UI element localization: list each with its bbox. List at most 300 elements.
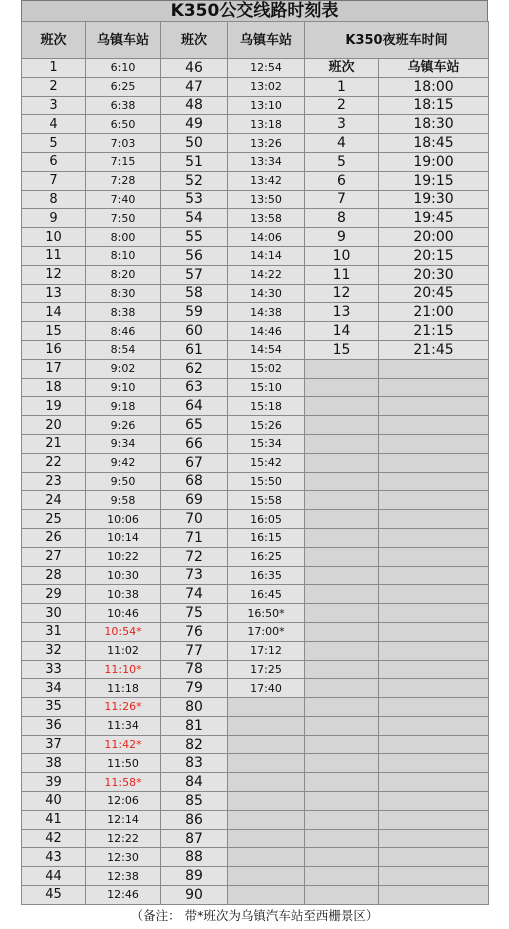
departure-time-cell xyxy=(228,810,305,829)
night-time-cell: 19:00 xyxy=(379,152,489,171)
table-row xyxy=(22,698,489,717)
night-time-cell: 18:00 xyxy=(379,77,489,96)
departure-time-cell: 11:50 xyxy=(86,754,161,773)
night-time-cell: 20:30 xyxy=(379,265,489,284)
trip-number-cell: 37 xyxy=(22,735,86,754)
trip-number-cell: 15 xyxy=(22,322,86,341)
departure-time-cell: 17:12 xyxy=(228,641,305,660)
departure-time-cell: 15:42 xyxy=(228,453,305,472)
trip-number-cell: 52 xyxy=(161,171,228,190)
trip-number-cell: 78 xyxy=(161,660,228,679)
table-row xyxy=(22,528,489,547)
empty-cell xyxy=(379,754,489,773)
table-row xyxy=(22,284,489,303)
trip-number-cell: 44 xyxy=(22,867,86,886)
departure-time-cell: 12:46 xyxy=(86,886,161,905)
departure-time-cell: 10:30 xyxy=(86,566,161,585)
empty-cell xyxy=(305,434,379,453)
departure-time-cell: 8:00 xyxy=(86,228,161,247)
empty-cell xyxy=(305,867,379,886)
empty-cell xyxy=(305,510,379,529)
night-time-cell: 21:45 xyxy=(379,340,489,359)
empty-cell xyxy=(305,604,379,623)
table-row xyxy=(22,829,489,848)
trip-number-cell: 19 xyxy=(22,397,86,416)
departure-time-cell: 6:10 xyxy=(86,59,161,78)
departure-time-cell xyxy=(228,829,305,848)
departure-time-cell: 9:10 xyxy=(86,378,161,397)
departure-time-cell: 15:50 xyxy=(228,472,305,491)
trip-number-cell: 24 xyxy=(22,491,86,510)
trip-number-cell: 79 xyxy=(161,679,228,698)
trip-number-cell: 30 xyxy=(22,604,86,623)
trip-number-cell: 20 xyxy=(22,416,86,435)
empty-cell xyxy=(379,735,489,754)
night-trip-number-cell: 15 xyxy=(305,340,379,359)
night-trip-number-cell: 13 xyxy=(305,303,379,322)
table-row xyxy=(22,246,489,265)
departure-time-cell: 17:25 xyxy=(228,660,305,679)
night-trip-number-cell: 9 xyxy=(305,228,379,247)
empty-cell xyxy=(305,679,379,698)
departure-time-cell: 16:35 xyxy=(228,566,305,585)
trip-number-cell: 66 xyxy=(161,434,228,453)
trip-number-cell: 21 xyxy=(22,434,86,453)
empty-cell xyxy=(379,773,489,792)
empty-cell xyxy=(305,698,379,717)
trip-number-cell: 77 xyxy=(161,641,228,660)
departure-time-cell: 10:14 xyxy=(86,528,161,547)
trip-number-cell: 9 xyxy=(22,209,86,228)
table-row xyxy=(22,848,489,867)
night-header-trip: 班次 xyxy=(305,59,379,78)
table-row xyxy=(22,679,489,698)
table-row xyxy=(22,453,489,472)
header-station-2: 乌镇车站 xyxy=(228,22,305,59)
departure-time-cell: 11:42* xyxy=(86,735,161,754)
table-row xyxy=(22,190,489,209)
departure-time-cell: 9:34 xyxy=(86,434,161,453)
departure-time-cell: 13:26 xyxy=(228,134,305,153)
empty-cell xyxy=(379,622,489,641)
table-row xyxy=(22,566,489,585)
night-trip-number-cell: 11 xyxy=(305,265,379,284)
trip-number-cell: 57 xyxy=(161,265,228,284)
table-row xyxy=(22,886,489,905)
empty-cell xyxy=(305,585,379,604)
empty-cell xyxy=(305,416,379,435)
empty-cell xyxy=(305,622,379,641)
table-row xyxy=(22,735,489,754)
departure-time-cell: 14:14 xyxy=(228,246,305,265)
table-row xyxy=(22,641,489,660)
night-trip-number-cell: 6 xyxy=(305,171,379,190)
trip-number-cell: 62 xyxy=(161,359,228,378)
departure-time-cell: 13:02 xyxy=(228,77,305,96)
departure-time-cell: 11:18 xyxy=(86,679,161,698)
empty-cell xyxy=(305,378,379,397)
trip-number-cell: 43 xyxy=(22,848,86,867)
trip-number-cell: 22 xyxy=(22,453,86,472)
trip-number-cell: 71 xyxy=(161,528,228,547)
trip-number-cell: 88 xyxy=(161,848,228,867)
night-time-cell: 20:00 xyxy=(379,228,489,247)
empty-cell xyxy=(305,547,379,566)
trip-number-cell: 36 xyxy=(22,716,86,735)
table-row xyxy=(22,604,489,623)
empty-cell xyxy=(379,416,489,435)
trip-number-cell: 48 xyxy=(161,96,228,115)
night-time-cell: 18:15 xyxy=(379,96,489,115)
departure-time-cell: 13:10 xyxy=(228,96,305,115)
night-trip-number-cell: 14 xyxy=(305,322,379,341)
departure-time-cell: 17:00* xyxy=(228,622,305,641)
departure-time-cell: 14:54 xyxy=(228,340,305,359)
departure-time-cell: 12:54 xyxy=(228,59,305,78)
empty-cell xyxy=(379,547,489,566)
empty-cell xyxy=(305,491,379,510)
table-row xyxy=(22,228,489,247)
empty-cell xyxy=(379,528,489,547)
empty-cell xyxy=(305,641,379,660)
night-time-cell: 21:00 xyxy=(379,303,489,322)
trip-number-cell: 82 xyxy=(161,735,228,754)
trip-number-cell: 23 xyxy=(22,472,86,491)
departure-time-cell xyxy=(228,773,305,792)
trip-number-cell: 4 xyxy=(22,115,86,134)
trip-number-cell: 54 xyxy=(161,209,228,228)
departure-time-cell: 13:18 xyxy=(228,115,305,134)
table-row xyxy=(22,716,489,735)
table-row xyxy=(22,171,489,190)
trip-number-cell: 86 xyxy=(161,810,228,829)
trip-number-cell: 31 xyxy=(22,622,86,641)
departure-time-cell: 8:20 xyxy=(86,265,161,284)
empty-cell xyxy=(379,453,489,472)
departure-time-cell xyxy=(228,886,305,905)
night-trip-number-cell: 10 xyxy=(305,246,379,265)
departure-time-cell: 13:42 xyxy=(228,171,305,190)
empty-cell xyxy=(379,886,489,905)
departure-time-cell: 10:06 xyxy=(86,510,161,529)
header-row xyxy=(22,22,489,59)
departure-time-cell: 13:34 xyxy=(228,152,305,171)
empty-cell xyxy=(379,585,489,604)
night-trip-number-cell: 7 xyxy=(305,190,379,209)
empty-cell xyxy=(379,810,489,829)
table-row xyxy=(22,96,489,115)
night-trip-number-cell: 12 xyxy=(305,284,379,303)
trip-number-cell: 14 xyxy=(22,303,86,322)
header-trip-2: 班次 xyxy=(161,22,228,59)
trip-number-cell: 85 xyxy=(161,792,228,811)
trip-number-cell: 13 xyxy=(22,284,86,303)
departure-time-cell: 8:54 xyxy=(86,340,161,359)
night-time-cell: 18:45 xyxy=(379,134,489,153)
night-time-cell: 21:15 xyxy=(379,322,489,341)
trip-number-cell: 27 xyxy=(22,547,86,566)
departure-time-cell: 6:38 xyxy=(86,96,161,115)
departure-time-cell: 9:58 xyxy=(86,491,161,510)
trip-number-cell: 50 xyxy=(161,134,228,153)
table-row xyxy=(22,59,489,78)
empty-cell xyxy=(305,829,379,848)
departure-time-cell: 16:15 xyxy=(228,528,305,547)
table-row xyxy=(22,773,489,792)
departure-time-cell xyxy=(228,698,305,717)
trip-number-cell: 5 xyxy=(22,134,86,153)
trip-number-cell: 76 xyxy=(161,622,228,641)
empty-cell xyxy=(379,848,489,867)
empty-cell xyxy=(379,566,489,585)
empty-cell xyxy=(379,359,489,378)
departure-time-cell xyxy=(228,716,305,735)
empty-cell xyxy=(379,792,489,811)
night-header-station: 乌镇车站 xyxy=(379,59,489,78)
table-row xyxy=(22,472,489,491)
table-row xyxy=(22,322,489,341)
departure-time-cell: 11:10* xyxy=(86,660,161,679)
departure-time-cell: 13:58 xyxy=(228,209,305,228)
departure-time-cell: 15:34 xyxy=(228,434,305,453)
empty-cell xyxy=(305,735,379,754)
table-row xyxy=(22,434,489,453)
table-row xyxy=(22,359,489,378)
departure-time-cell: 8:30 xyxy=(86,284,161,303)
empty-cell xyxy=(305,660,379,679)
table-row xyxy=(22,416,489,435)
departure-time-cell: 7:50 xyxy=(86,209,161,228)
trip-number-cell: 41 xyxy=(22,810,86,829)
trip-number-cell: 33 xyxy=(22,660,86,679)
trip-number-cell: 18 xyxy=(22,378,86,397)
trip-number-cell: 7 xyxy=(22,171,86,190)
departure-time-cell: 12:22 xyxy=(86,829,161,848)
departure-time-cell: 10:46 xyxy=(86,604,161,623)
trip-number-cell: 28 xyxy=(22,566,86,585)
timetable xyxy=(21,21,489,905)
trip-number-cell: 58 xyxy=(161,284,228,303)
departure-time-cell: 8:38 xyxy=(86,303,161,322)
night-trip-number-cell: 3 xyxy=(305,115,379,134)
departure-time-cell: 12:38 xyxy=(86,867,161,886)
trip-number-cell: 68 xyxy=(161,472,228,491)
trip-number-cell: 8 xyxy=(22,190,86,209)
departure-time-cell: 11:26* xyxy=(86,698,161,717)
empty-cell xyxy=(305,566,379,585)
departure-time-cell xyxy=(228,754,305,773)
trip-number-cell: 73 xyxy=(161,566,228,585)
departure-time-cell xyxy=(228,867,305,886)
trip-number-cell: 3 xyxy=(22,96,86,115)
departure-time-cell: 8:10 xyxy=(86,246,161,265)
header-trip-1: 班次 xyxy=(22,22,86,59)
trip-number-cell: 45 xyxy=(22,886,86,905)
trip-number-cell: 29 xyxy=(22,585,86,604)
empty-cell xyxy=(305,716,379,735)
empty-cell xyxy=(379,641,489,660)
trip-number-cell: 25 xyxy=(22,510,86,529)
empty-cell xyxy=(305,886,379,905)
trip-number-cell: 40 xyxy=(22,792,86,811)
trip-number-cell: 69 xyxy=(161,491,228,510)
trip-number-cell: 61 xyxy=(161,340,228,359)
timetable-sheet xyxy=(21,0,488,905)
night-trip-number-cell: 2 xyxy=(305,96,379,115)
table-row xyxy=(22,397,489,416)
empty-cell xyxy=(379,472,489,491)
trip-number-cell: 46 xyxy=(161,59,228,78)
table-row xyxy=(22,134,489,153)
trip-number-cell: 59 xyxy=(161,303,228,322)
trip-number-cell: 70 xyxy=(161,510,228,529)
page-title: K350公交线路时刻表 xyxy=(21,0,488,21)
departure-time-cell: 9:02 xyxy=(86,359,161,378)
table-row xyxy=(22,622,489,641)
night-time-cell: 18:30 xyxy=(379,115,489,134)
table-row xyxy=(22,867,489,886)
trip-number-cell: 72 xyxy=(161,547,228,566)
empty-cell xyxy=(305,453,379,472)
departure-time-cell: 15:10 xyxy=(228,378,305,397)
trip-number-cell: 6 xyxy=(22,152,86,171)
empty-cell xyxy=(379,604,489,623)
departure-time-cell: 15:58 xyxy=(228,491,305,510)
header-station-1: 乌镇车站 xyxy=(86,22,161,59)
empty-cell xyxy=(379,434,489,453)
departure-time-cell: 12:14 xyxy=(86,810,161,829)
trip-number-cell: 64 xyxy=(161,397,228,416)
departure-time-cell: 10:38 xyxy=(86,585,161,604)
night-time-cell: 20:45 xyxy=(379,284,489,303)
departure-time-cell: 9:18 xyxy=(86,397,161,416)
departure-time-cell: 14:30 xyxy=(228,284,305,303)
departure-time-cell: 15:26 xyxy=(228,416,305,435)
table-row xyxy=(22,810,489,829)
trip-number-cell: 74 xyxy=(161,585,228,604)
empty-cell xyxy=(305,359,379,378)
night-time-cell: 19:45 xyxy=(379,209,489,228)
trip-number-cell: 39 xyxy=(22,773,86,792)
departure-time-cell: 12:06 xyxy=(86,792,161,811)
departure-time-cell: 9:26 xyxy=(86,416,161,435)
departure-time-cell: 7:15 xyxy=(86,152,161,171)
trip-number-cell: 75 xyxy=(161,604,228,623)
departure-time-cell: 15:02 xyxy=(228,359,305,378)
empty-cell xyxy=(379,867,489,886)
empty-cell xyxy=(305,754,379,773)
departure-time-cell: 15:18 xyxy=(228,397,305,416)
table-row xyxy=(22,265,489,284)
trip-number-cell: 87 xyxy=(161,829,228,848)
departure-time-cell: 7:03 xyxy=(86,134,161,153)
trip-number-cell: 83 xyxy=(161,754,228,773)
trip-number-cell: 63 xyxy=(161,378,228,397)
trip-number-cell: 17 xyxy=(22,359,86,378)
night-trip-number-cell: 5 xyxy=(305,152,379,171)
night-time-cell: 20:15 xyxy=(379,246,489,265)
empty-cell xyxy=(379,397,489,416)
empty-cell xyxy=(305,848,379,867)
departure-time-cell: 9:42 xyxy=(86,453,161,472)
departure-time-cell: 10:22 xyxy=(86,547,161,566)
departure-time-cell xyxy=(228,735,305,754)
empty-cell xyxy=(379,829,489,848)
night-trip-number-cell: 8 xyxy=(305,209,379,228)
table-row xyxy=(22,152,489,171)
trip-number-cell: 84 xyxy=(161,773,228,792)
trip-number-cell: 67 xyxy=(161,453,228,472)
departure-time-cell: 7:28 xyxy=(86,171,161,190)
departure-time-cell: 7:40 xyxy=(86,190,161,209)
table-row xyxy=(22,792,489,811)
trip-number-cell: 2 xyxy=(22,77,86,96)
trip-number-cell: 60 xyxy=(161,322,228,341)
table-row xyxy=(22,491,489,510)
table-row xyxy=(22,115,489,134)
table-row xyxy=(22,585,489,604)
departure-time-cell: 12:30 xyxy=(86,848,161,867)
table-row xyxy=(22,303,489,322)
trip-number-cell: 32 xyxy=(22,641,86,660)
trip-number-cell: 42 xyxy=(22,829,86,848)
departure-time-cell: 8:46 xyxy=(86,322,161,341)
departure-time-cell: 14:22 xyxy=(228,265,305,284)
departure-time-cell xyxy=(228,848,305,867)
table-row xyxy=(22,510,489,529)
departure-time-cell: 10:54* xyxy=(86,622,161,641)
trip-number-cell: 80 xyxy=(161,698,228,717)
empty-cell xyxy=(379,510,489,529)
footnote: （备注： 带*班次为乌镇汽车站至西栅景区） xyxy=(130,908,379,923)
departure-time-cell: 16:50* xyxy=(228,604,305,623)
empty-cell xyxy=(305,792,379,811)
trip-number-cell: 56 xyxy=(161,246,228,265)
night-time-cell: 19:30 xyxy=(379,190,489,209)
departure-time-cell: 11:34 xyxy=(86,716,161,735)
table-row xyxy=(22,77,489,96)
empty-cell xyxy=(305,472,379,491)
timetable-body xyxy=(22,22,489,905)
table-row xyxy=(22,660,489,679)
trip-number-cell: 65 xyxy=(161,416,228,435)
trip-number-cell: 34 xyxy=(22,679,86,698)
trip-number-cell: 55 xyxy=(161,228,228,247)
departure-time-cell: 17:40 xyxy=(228,679,305,698)
departure-time-cell: 16:05 xyxy=(228,510,305,529)
departure-time-cell: 6:25 xyxy=(86,77,161,96)
table-row xyxy=(22,547,489,566)
trip-number-cell: 90 xyxy=(161,886,228,905)
header-night: K350夜班车时间 xyxy=(305,22,489,59)
departure-time-cell: 14:46 xyxy=(228,322,305,341)
trip-number-cell: 1 xyxy=(22,59,86,78)
departure-time-cell: 13:50 xyxy=(228,190,305,209)
table-row xyxy=(22,209,489,228)
empty-cell xyxy=(379,679,489,698)
departure-time-cell: 9:50 xyxy=(86,472,161,491)
night-trip-number-cell: 1 xyxy=(305,77,379,96)
trip-number-cell: 53 xyxy=(161,190,228,209)
trip-number-cell: 49 xyxy=(161,115,228,134)
departure-time-cell: 16:45 xyxy=(228,585,305,604)
empty-cell xyxy=(379,660,489,679)
trip-number-cell: 47 xyxy=(161,77,228,96)
departure-time-cell: 11:58* xyxy=(86,773,161,792)
trip-number-cell: 35 xyxy=(22,698,86,717)
table-row xyxy=(22,378,489,397)
night-trip-number-cell: 4 xyxy=(305,134,379,153)
